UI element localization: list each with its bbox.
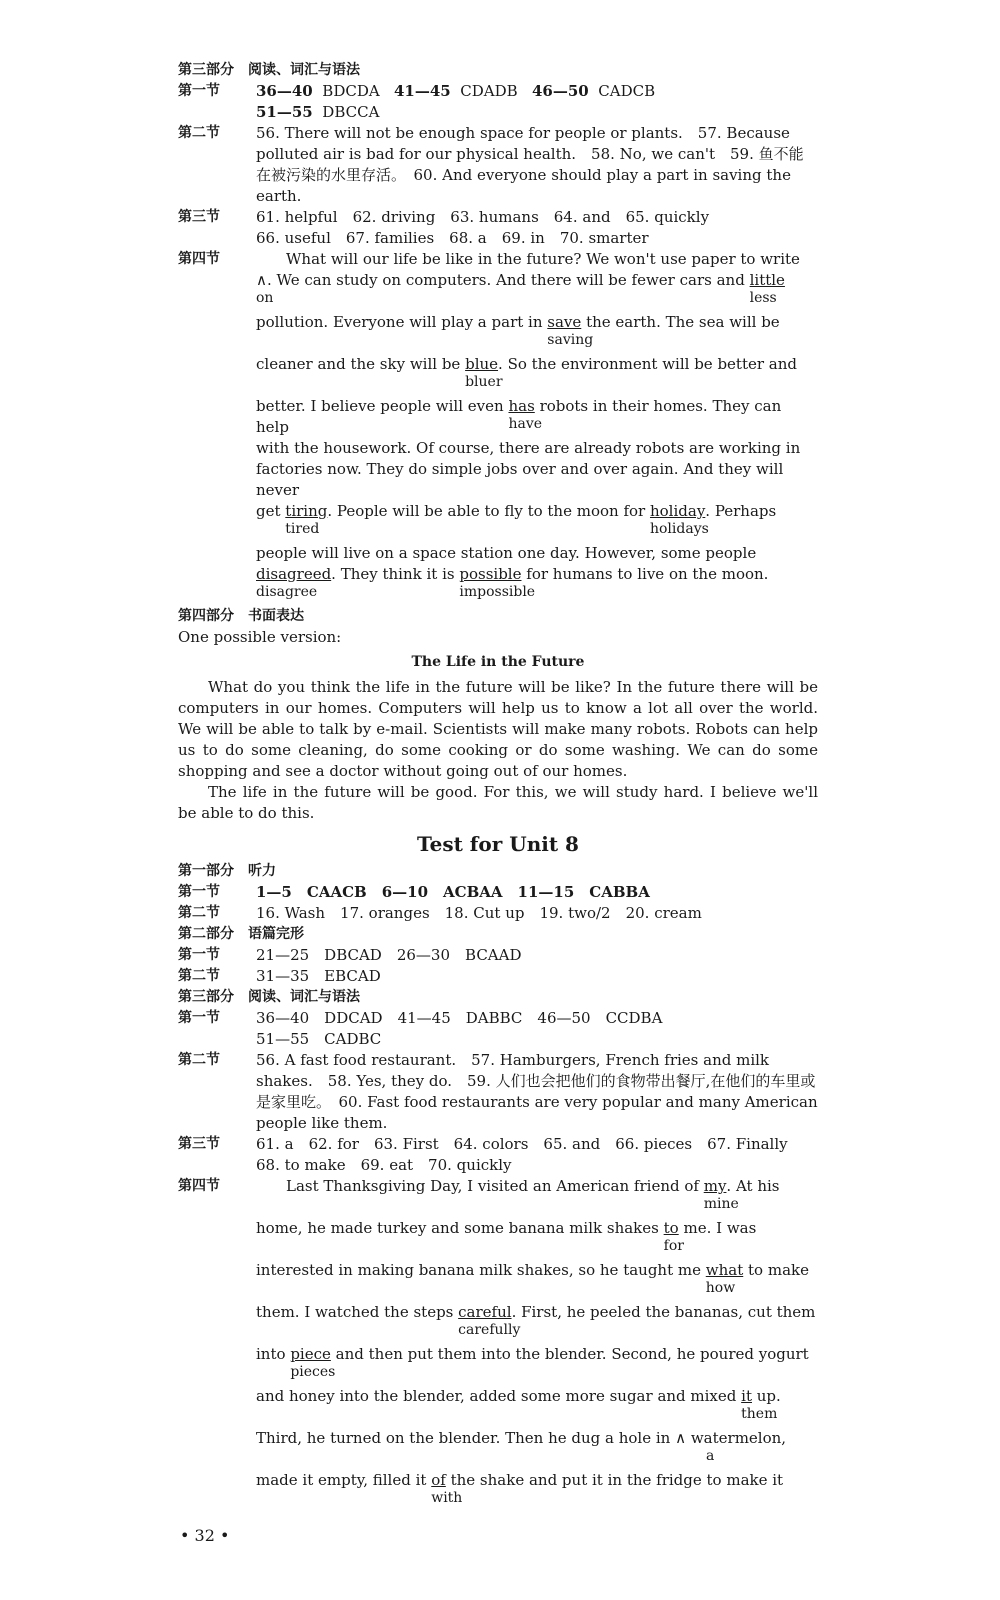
wrong-word: blue: [465, 355, 499, 373]
fix-word: how: [705, 1280, 736, 1296]
section-label: 第三节: [178, 209, 220, 225]
wrong-word: of: [431, 1471, 446, 1489]
section-label: 第二节: [178, 905, 220, 921]
section-label: 第二节: [178, 125, 220, 141]
section-label: 第一节: [178, 83, 220, 99]
s2-answers: 56. There will not be enough space for people or plants. 57. Because polluted air is bad for our physical health. 58. No, we can't 59. 鱼不能在被污染的水里存活。 60. And everyone should play a part in saving the earth.: [256, 124, 804, 205]
answers: 1—5 CAACB 6—10 ACBAA 11—15 CABBA: [256, 883, 650, 901]
section-4-correction: [178, 249, 818, 606]
correction-line: [256, 1176, 818, 1218]
u8-p1-s1: [178, 882, 818, 903]
section-label: 第三节: [178, 1136, 220, 1152]
wrong-word: my: [703, 1177, 727, 1195]
wrong-word: little: [749, 271, 785, 289]
section-label: 第二节: [178, 1052, 220, 1068]
essay-title: The Life in the Future: [411, 654, 585, 670]
text: made it empty, filled it: [256, 1471, 427, 1489]
text: ∧. We can study on computers. And there will be fewer cars and: [256, 271, 745, 289]
answers: 36—40 DDCAD 41—45 DABBC 46—50 CCDBA: [256, 1009, 663, 1027]
text: cleaner and the sky will be: [256, 355, 461, 373]
u8-p2-s2: [178, 966, 818, 987]
answers: 68. to make 69. eat 70. quickly: [256, 1156, 512, 1174]
text: the shake and put it in the fridge to make it: [450, 1471, 784, 1489]
page-number: • 32 •: [180, 1526, 230, 1545]
text: . Perhaps: [705, 502, 777, 520]
u8-p3-s1: [178, 1008, 818, 1050]
section-label: 第一节: [178, 884, 220, 900]
answers: 56. A fast food restaurant. 57. Hamburgers, French fries and milk shakes. 58. Yes, they do. 59. 人们也会把他们的食物带出餐厅,在他们的车里或是家里吃。 60. Fast food restaurants are very popular and many American people like them.: [256, 1051, 818, 1132]
correction-line: factories now. They do simple jobs over and over again. And they will never: [256, 460, 784, 499]
version-label: One possible version:: [178, 628, 342, 646]
wrong-word: save: [547, 313, 582, 331]
text: get: [256, 502, 281, 520]
range: 41—45: [394, 82, 451, 100]
fix-word: carefully: [458, 1322, 521, 1338]
fix-word: have: [508, 416, 543, 432]
text: the earth. The sea will be: [586, 313, 780, 331]
text: . First, he peeled the bananas, cut them: [511, 1303, 816, 1321]
fix-word: for: [663, 1238, 684, 1254]
correction-line: [256, 1344, 818, 1386]
section-label: 第二节: [178, 968, 220, 984]
fix-word: less: [749, 290, 777, 306]
correction-line: [256, 1218, 818, 1260]
wrong-word: careful: [458, 1303, 512, 1321]
text: . People will be able to fly to the moon for: [327, 502, 646, 520]
answers: 51—55 CADBC: [256, 1030, 382, 1048]
answers: CDADB: [460, 82, 518, 100]
part-title: 第一部分 听力: [178, 863, 276, 879]
correction-line: [256, 354, 818, 396]
answers: BDCDA: [322, 82, 380, 100]
text: interested in making banana milk shakes, so he taught me: [256, 1261, 701, 1279]
correction-line: [256, 1302, 818, 1344]
answers: 31—35 EBCAD: [256, 967, 381, 985]
correction-line: [256, 270, 818, 312]
correction-line: with the housework. Of course, there are already robots are working in: [256, 439, 801, 457]
section-3: [178, 207, 818, 249]
wrong-word: what: [705, 1261, 744, 1279]
text: up.: [756, 1387, 781, 1405]
fix-word: disagree: [256, 584, 318, 600]
range: 36—40: [256, 82, 313, 100]
u8-p2-s1: [178, 945, 818, 966]
correction-line: [256, 1428, 818, 1470]
answers: 61. a 62. for 63. First 64. colors 65. and 66. pieces 67. Finally: [256, 1135, 788, 1153]
u8-p3-s3: [178, 1134, 818, 1176]
insert-word: on: [256, 290, 274, 306]
u8-p1-s2: [178, 903, 818, 924]
fix-word: tired: [285, 521, 320, 537]
wrong-word: tiring: [285, 502, 328, 520]
wrong-word: it: [741, 1387, 752, 1405]
correction-line: [256, 501, 818, 543]
wrong-word: holiday: [649, 502, 706, 520]
wrong-word: disagreed: [256, 565, 332, 583]
text: to make: [748, 1261, 809, 1279]
correction-line: [256, 1470, 818, 1512]
fix-word: them: [741, 1406, 778, 1422]
correction-line: What will our life be like in the future? We won't use paper to write: [286, 250, 800, 268]
fix-word: mine: [703, 1196, 739, 1212]
essay: [178, 677, 818, 824]
correction-line: [256, 312, 818, 354]
answers: DBCCA: [322, 103, 380, 121]
part-title: 第二部分 语篇完形: [178, 926, 304, 942]
part3-title: 第三部分 阅读、词汇与语法: [178, 62, 360, 78]
text: and then put them into the blender. Second, he poured yogurt: [335, 1345, 809, 1363]
s1-line2: [256, 102, 818, 123]
correction-line: [256, 1260, 818, 1302]
section-1: [178, 81, 818, 123]
section-label: 第一节: [178, 947, 220, 963]
answers: 16. Wash 17. oranges 18. Cut up 19. two/2 20. cream: [256, 904, 702, 922]
correction-line: [256, 564, 818, 606]
answer-page: [178, 60, 818, 1512]
section-label: 第一节: [178, 1010, 220, 1026]
wrong-word: possible: [459, 565, 522, 583]
fix-word: saving: [547, 332, 594, 348]
fix-word: holidays: [649, 521, 709, 537]
text: . They think it is: [331, 565, 455, 583]
text: Last Thanksgiving Day, I visited an American friend of: [286, 1177, 699, 1195]
text: into: [256, 1345, 286, 1363]
fix-word: pieces: [290, 1364, 336, 1380]
text: . At his: [726, 1177, 780, 1195]
text: Third, he turned on the blender. Then he dug a hole in ∧ watermelon,: [256, 1429, 787, 1447]
s3-line2: 66. useful 67. families 68. a 69. in 70. smarter: [256, 229, 649, 247]
part4-title: 第四部分 书面表达: [178, 608, 304, 624]
section-label: 第四节: [178, 251, 220, 267]
range: 46—50: [532, 82, 589, 100]
text: and honey into the blender, added some more sugar and mixed: [256, 1387, 737, 1405]
wrong-word: to: [663, 1219, 679, 1237]
text: home, he made turkey and some banana milk shakes: [256, 1219, 659, 1237]
text: them. I watched the steps: [256, 1303, 454, 1321]
answers: CADCB: [598, 82, 656, 100]
range: 51—55: [256, 103, 313, 121]
s3-line1: 61. helpful 62. driving 63. humans 64. and 65. quickly: [256, 208, 710, 226]
u8-p3-s2: [178, 1050, 818, 1134]
text: me. I was: [683, 1219, 757, 1237]
essay-paragraph: The life in the future will be good. For this, we will study hard. I believe we'll be able to do this.: [178, 783, 818, 822]
correction-line: [256, 1386, 818, 1428]
text: for humans to live on the moon.: [526, 565, 769, 583]
text: . So the environment will be better and: [498, 355, 798, 373]
essay-paragraph: What do you think the life in the future will be like? In the future there will be computers in our homes. Computers will help us to know a lot all over the world. We will be able to talk by e-mail. Scientists will make many robots. Robots can help us to do some cleaning, do some cooking or do some washing. We can do some shopping and see a doctor without going out of our homes.: [178, 678, 818, 780]
fix-word: with: [431, 1490, 463, 1506]
wrong-word: piece: [290, 1345, 331, 1363]
section-2: [178, 123, 818, 207]
fix-word: bluer: [465, 374, 503, 390]
wrong-word: has: [508, 397, 535, 415]
u8-p3-s4-correction: [178, 1176, 818, 1512]
insert-word: a: [706, 1448, 715, 1464]
correction-line: people will live on a space station one day. However, some people: [256, 544, 757, 562]
answers: 21—25 DBCAD 26—30 BCAAD: [256, 946, 522, 964]
s1-line1: [256, 81, 818, 102]
text: robots in their homes. They can help: [256, 397, 782, 436]
text: pollution. Everyone will play a part in: [256, 313, 543, 331]
correction-line: [256, 396, 818, 438]
section-label: 第四节: [178, 1178, 220, 1194]
fix-word: impossible: [459, 584, 536, 600]
text: better. I believe people will even: [256, 397, 504, 415]
part-title: 第三部分 阅读、词汇与语法: [178, 989, 360, 1005]
unit-title: Test for Unit 8: [417, 832, 579, 856]
